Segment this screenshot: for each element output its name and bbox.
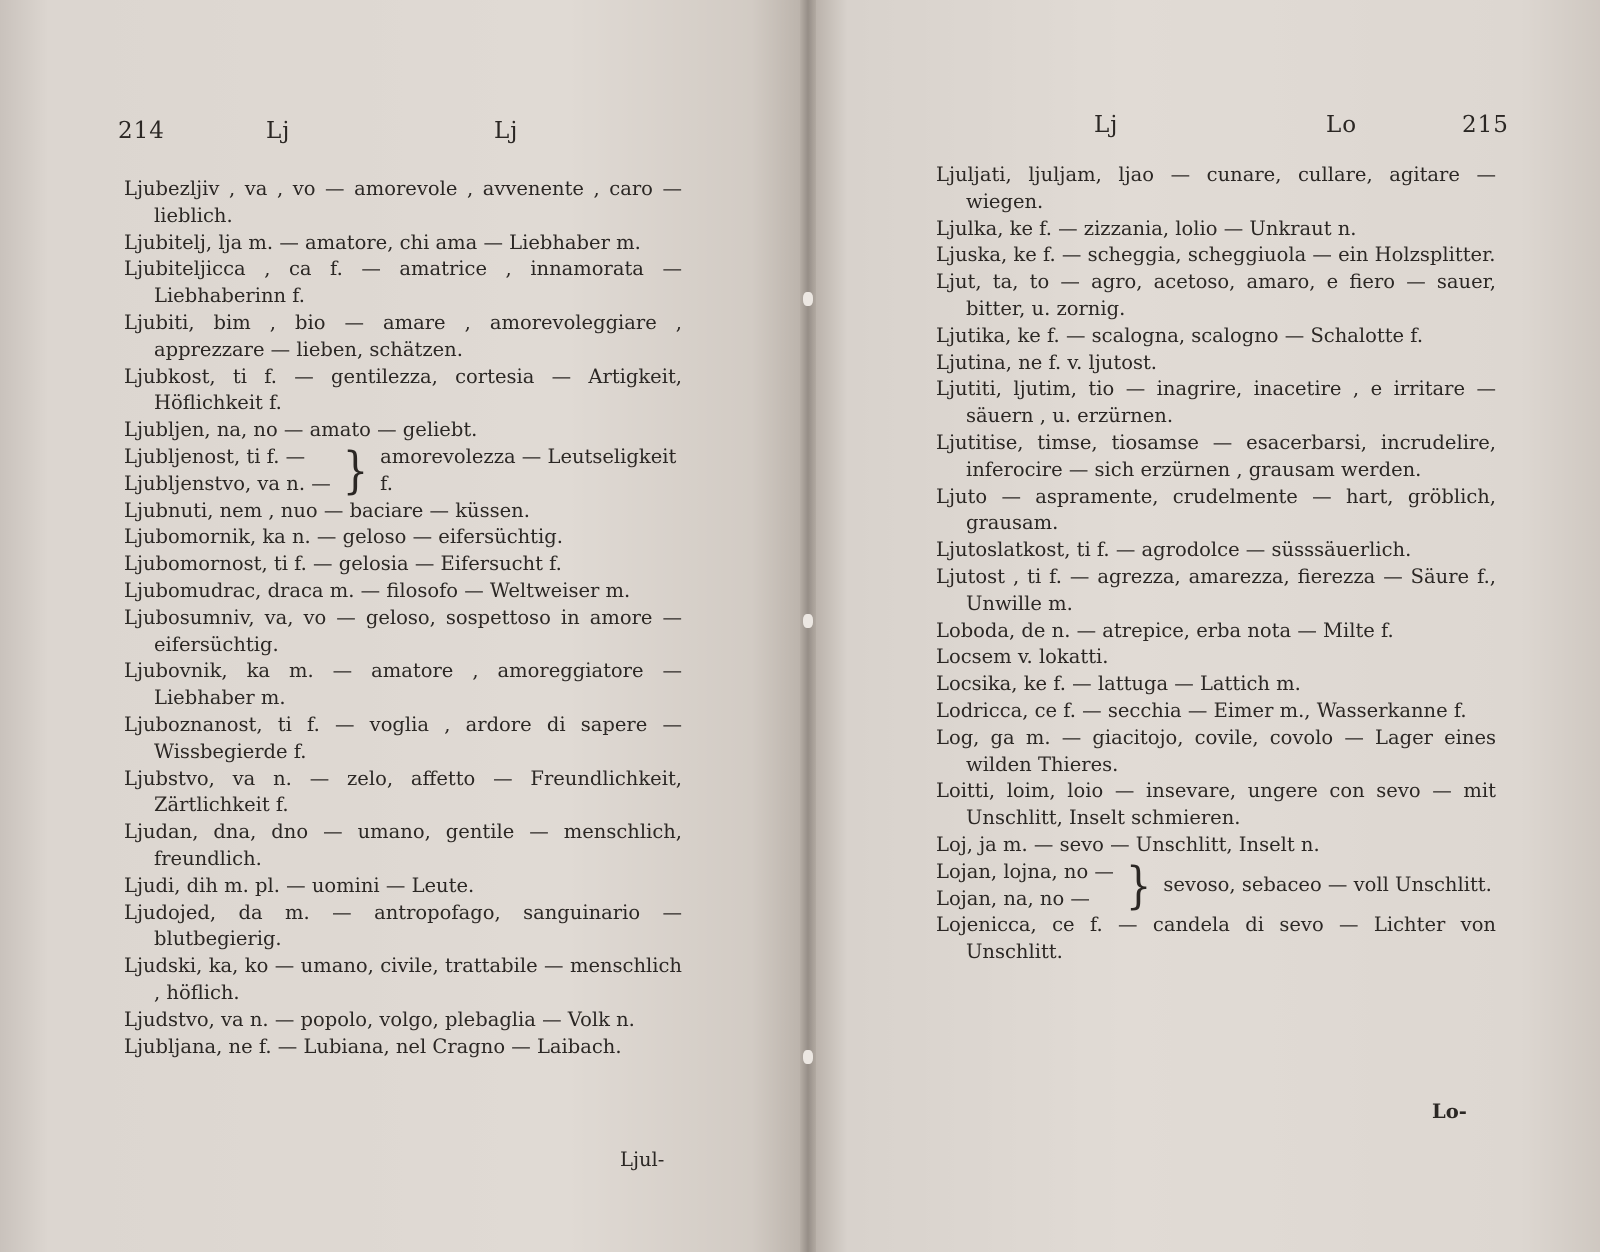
entry-definition: amorevolezza — Leutseligkeit f. — [380, 444, 677, 495]
catchword: Lo- — [1432, 1100, 1467, 1123]
binding-stitch — [803, 614, 813, 628]
dictionary-entry: Ljubomornost, ti f. — gelosia — Eifersucht f. — [124, 552, 562, 576]
dictionary-entry: Ljuska, ke f. — scheggia, scheggiuola — ein Holzsplitter. — [936, 243, 1496, 267]
dictionary-entry: Ljutina, ne f. v. ljutost. — [936, 350, 1157, 374]
dictionary-entry: Ljubitelj, lja m. — amatore, chi ama — Liebhaber m. — [124, 230, 641, 254]
page-number: 215 — [1462, 112, 1509, 138]
dictionary-entry: Loitti, loim, loio — insevare, ungere con sevo — mit Unschlitt, Inselt schmieren. — [936, 779, 1496, 830]
binding-stitch — [803, 1050, 813, 1064]
binding-stitch — [803, 292, 813, 306]
dictionary-entry: Ljutiti, ljutim, tio — inagrire, inacetire , e irritare — säuern , u. erzürnen. — [936, 377, 1496, 428]
page-number: 214 — [118, 118, 165, 144]
bracketed-entry — [936, 856, 1496, 915]
dictionary-entry: Locsem v. lokatti. — [936, 645, 1109, 669]
dictionary-entries — [936, 162, 1496, 966]
running-head: Lj — [494, 118, 519, 144]
dictionary-entry: Ljubovnik, ka m. — amatore , amoreggiatore — Liebhaber m. — [124, 659, 682, 710]
right-page — [808, 0, 1600, 1252]
dictionary-entry: Ljubomudrac, draca m. — filosofo — Weltweiser m. — [124, 578, 631, 602]
dictionary-entries — [124, 176, 682, 1060]
dictionary-entry: Ljudi, dih m. pl. — uomini — Leute. — [124, 873, 475, 897]
running-head: Lo — [1326, 112, 1358, 138]
dictionary-entry: Ljubiteljicca , ca f. — amatrice , innamorata — Liebhaberinn f. — [124, 257, 682, 308]
dictionary-entry: Ljutitise, timse, tiosamse — esacerbarsi, incrudelire, inferocire — sich erzürnen , grausam werden. — [936, 430, 1496, 481]
dictionary-entry: Ljut, ta, to — agro, acetoso, amaro, e fiero — sauer, bitter, u. zornig. — [936, 270, 1496, 320]
dictionary-entry: Ljudski, ka, ko — umano, civile, trattabile — menschlich , höflich. — [124, 954, 682, 1004]
dictionary-entry: Ljutost , ti f. — agrezza, amarezza, fierezza — Säure f., Unwille m. — [936, 564, 1496, 615]
dictionary-entry: Ljubosumniv, va, vo — geloso, sospettoso in amore — eifersüchtig. — [124, 605, 682, 656]
entry-head: Lojan, na, no — — [936, 886, 1090, 910]
dictionary-entry: Lojenicca, ce f. — candela di sevo — Lichter von Unschlitt. — [936, 913, 1496, 964]
dictionary-entry: Ljubkost, ti f. — gentilezza, cortesia — Artigkeit, Höflichkeit f. — [124, 364, 682, 415]
dictionary-entry: Locsika, ke f. — lattuga — Lattich m. — [936, 672, 1301, 696]
entry-definition: sevoso, sebaceo — voll Unschlitt. — [1163, 873, 1492, 897]
entry-head: Ljubljenost, ti f. — — [124, 444, 306, 468]
dictionary-entry: Ljubljana, ne f. — Lubiana, nel Cragno — Laibach. — [124, 1034, 622, 1058]
dictionary-entry: Log, ga m. — giacitojo, covile, covolo — Lager eines wilden Thieres. — [936, 725, 1496, 776]
dictionary-entry: Ljulka, ke f. — zizzania, lolio — Unkraut n. — [936, 216, 1357, 240]
bracketed-entry — [124, 444, 682, 498]
dictionary-entry: Ljubiti, bim , bio — amare , amorevoleggiare , apprezzare — lieben, schätzen. — [124, 310, 682, 361]
dictionary-entry: Ljutoslatkost, ti f. — agrodolce — süsssäuerlich. — [936, 538, 1412, 562]
dictionary-entry: Ljubomornik, ka n. — geloso — eifersüchtig. — [124, 525, 563, 549]
dictionary-entry: Ljubljen, na, no — amato — geliebt. — [124, 418, 478, 442]
dictionary-entry: Ljuboznanost, ti f. — voglia , ardore di sapere — Wissbegierde f. — [124, 712, 682, 763]
dictionary-entry: Ljuljati, ljuljam, ljao — cunare, cullare, agitare — wiegen. — [936, 163, 1496, 213]
running-head: Lj — [1094, 112, 1119, 138]
dictionary-entry: Ljudojed, da m. — antropofago, sanguinario — blutbegierig. — [124, 900, 682, 951]
dictionary-entry: Loboda, de n. — atrepice, erba nota — Milte f. — [936, 618, 1394, 642]
entry-head: Ljubljenstvo, va n. — — [124, 471, 331, 495]
dictionary-entry: Ljudan, dna, dno — umano, gentile — menschlich, freundlich. — [124, 820, 682, 870]
dictionary-entry: Ljubezljiv , va , vo — amorevole , avvenente , caro — lieblich. — [124, 177, 682, 227]
brace: } — [342, 442, 369, 500]
dictionary-entry: Loj, ja m. — sevo — Unschlitt, Inselt n. — [936, 832, 1320, 856]
dictionary-entry: Ljutika, ke f. — scalogna, scalogno — Schalotte f. — [936, 323, 1424, 347]
entry-head: Lojan, lojna, no — — [936, 859, 1114, 883]
dictionary-entry: Lodricca, ce f. — secchia — Eimer m., Wasserkanne f. — [936, 698, 1467, 722]
dictionary-entry: Ljubnuti, nem , nuo — baciare — küssen. — [124, 498, 530, 522]
dictionary-entry: Ljubstvo, va n. — zelo, affetto — Freundlichkeit, Zärtlichkeit f. — [124, 766, 682, 817]
catchword: Ljul- — [620, 1148, 665, 1171]
running-head: Lj — [266, 118, 291, 144]
dictionary-entry: Ljudstvo, va n. — popolo, volgo, plebaglia — Volk n. — [124, 1007, 635, 1031]
dictionary-entry: Ljuto — aspramente, crudelmente — hart, gröblich, grausam. — [936, 484, 1496, 535]
brace: } — [1125, 856, 1152, 915]
